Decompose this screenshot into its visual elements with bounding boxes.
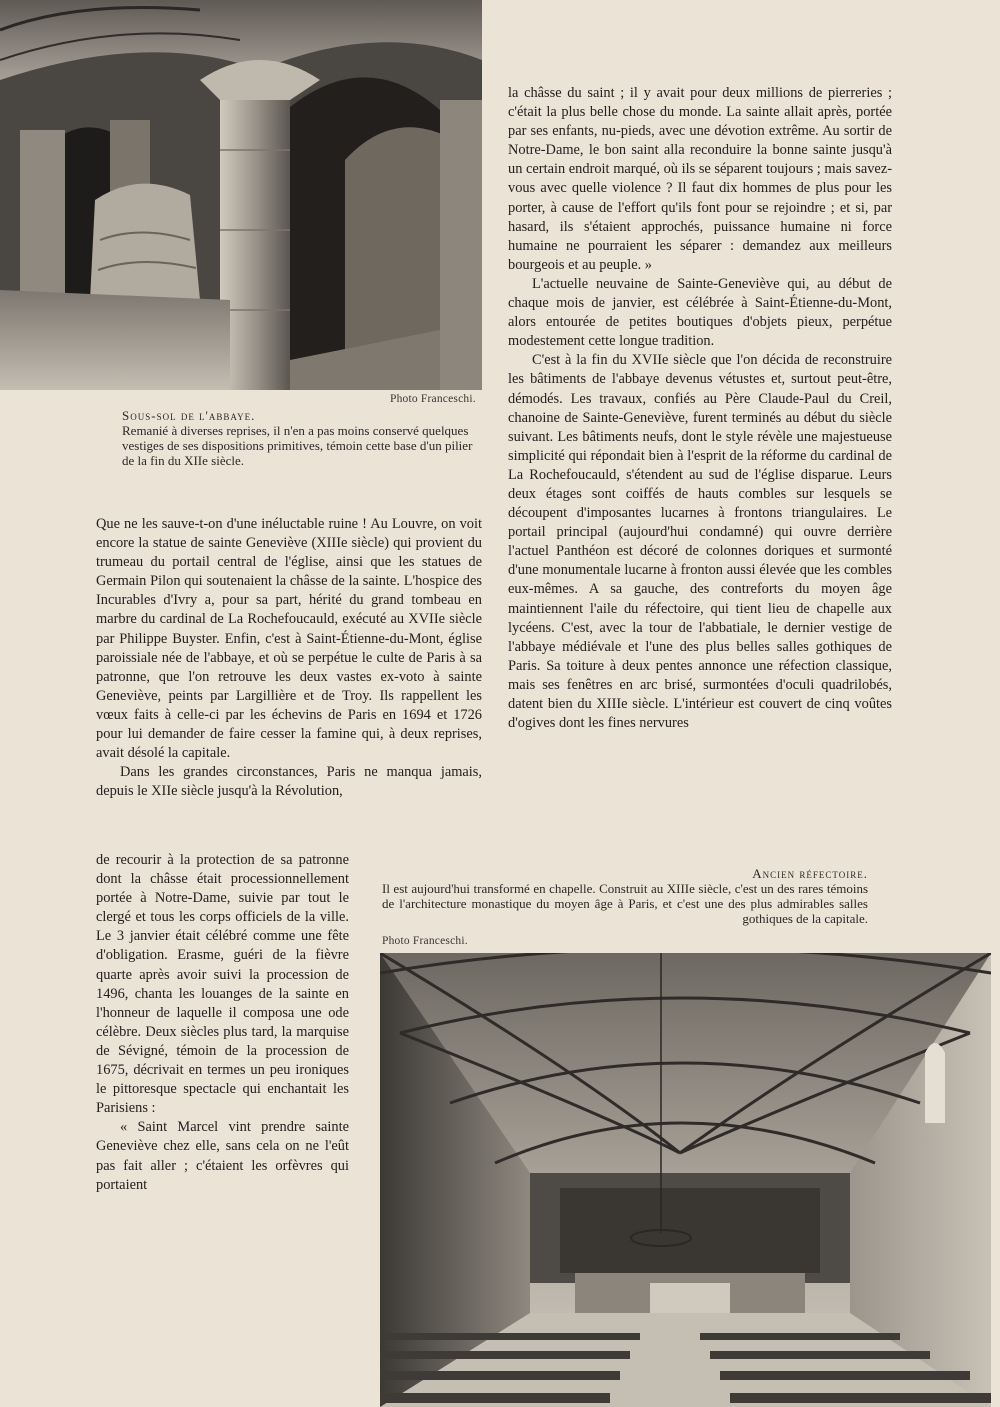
left-narrow-paragraph: « Saint Marcel vint prendre sainte Geneviève chez elle, sans cela on ne l'eût pas fait aller ; c'étaient les orfèvres qui portaient	[96, 1119, 349, 1193]
refectory-caption-title: Ancien réfectoire.	[752, 866, 868, 881]
cellar-photo	[0, 0, 482, 390]
left-paragraph: Que ne les sauve-t-on d'une inéluctable ruine ! Au Louvre, on voit encore la statue de sainte Geneviève (XIIIe siècle) qui provient du trumeau du portail central de l'église, ainsi que les statues de Germain Pilon qui soutenaient la châsse de la sainte. L'hospice des Incurables d'Ivry a, pour sa part, hérité du grand tombeau en marbre du cardinal de La Rochefoucauld, exécuté au XVIIe siècle par Philippe Buyster. Enfin, c'est à Saint-Étienne-du-Mont, église paroissiale née de l'abbaye, et où se perpétue le culte de Paris à sa patronne, que l'on retrouve les deux vastes ex-voto à sainte Geneviève, peints par Largillière et de Troy. Ils rappellent les vœux faits à celle-ci par les échevins de Paris en 1694 et 1726 pour lui demander de faire cesser la famine qui, à deux reprises, avait désolé la capitale.	[96, 516, 482, 762]
refectory-photo	[380, 953, 991, 1407]
left-column	[96, 515, 482, 801]
refectory-caption	[382, 866, 868, 926]
right-paragraph: C'est à la fin du XVIIe siècle que l'on décida de reconstruire les bâtiments de l'abbaye devenus vétustes et, surtout peut-être, démodés. Les travaux, confiés au Père Claude-Paul du Creil, chanoine de Sainte-Geneviève, furent terminés au début du siècle suivant. Les bâtiments neufs, dont le style révèle une majestueuse simplicité qui répondait bien à l'esprit de la réforme du cardinal de La Rochefoucauld, s'étendent au sud de l'église disparue. Leurs deux étages sont coiffés de hauts combles sur lesquels se découpent d'imposantes lucarnes à frontons triangulaires. Le portail principal (aujourd'hui condamné) qui ouvre derrière l'actuel Panthéon est décoré de colonnes doriques et surmonté d'une monumentale lucarne à fronton aussi élevée que les combles eux-mêmes. A sa gauche, des contreforts du moyen âge maintiennent l'aile du réfectoire, qui tient lieu de chapelle aux lycéens. C'est, avec la tour de l'abbatiale, le dernier vestige de l'abbaye médiévale et l'une des plus belles salles gothiques de Paris. Sa toiture à deux pentes annonce une réfection classique, mais ses fenêtres en arc brisé, surmontées d'oculi quadrilobés, datent bien du XIIIe siècle. L'intérieur est couvert de cinq voûtes d'ogives dont les fines nervures	[508, 352, 892, 732]
cellar-caption-title: Sous-sol de l'abbaye.	[122, 408, 256, 423]
cellar-caption	[122, 408, 482, 468]
left-paragraph: Dans les grandes circonstances, Paris ne manqua jamais, depuis le XIIe siècle jusqu'à la Révolution,	[96, 764, 482, 800]
cellar-caption-text: Remanié à diverses reprises, il n'en a pas moins conservé quelques vestiges de ses dispositions primitives, témoin cette base d'un pilier de la fin du XIIe siècle.	[122, 423, 473, 468]
right-column	[508, 84, 892, 733]
refectory-photo-credit: Photo Franceschi.	[382, 935, 468, 947]
refectory-caption-text: Il est aujourd'hui transformé en chapelle. Construit au XIIIe siècle, c'est un des rares témoins de l'architecture monastique du moyen âge à Paris, et c'est une des plus admirables salles gothiques de la capitale.	[382, 881, 868, 926]
left-narrow-column	[96, 851, 349, 1195]
left-narrow-paragraph: de recourir à la protection de sa patronne dont la châsse était processionnellement portée à Notre-Dame, suivie par tout le clergé et tous les corps officiels de la ville. Le 3 janvier était célébré comme une fête d'obligation. Erasme, guéri de la fièvre quarte après avoir suivi la procession de 1496, chanta les louanges de la sainte en l'honneur de laquelle il composa une ode célèbre. Deux siècles plus tard, la marquise de Sévigné, témoin de la procession de 1675, décrivait en termes un peu ironiques le pittoresque spectacle qui enchantait les Parisiens :	[96, 852, 349, 1117]
right-paragraph: la châsse du saint ; il y avait pour deux millions de pierreries ; c'était la plus belle chose du monde. La sainte allait après, portée par ses enfants, nu-pieds, avec une dévotion extrême. Au sortir de Notre-Dame, le bon saint alla reconduire la bonne sainte jusqu'à un certain endroit marqué, où ils se séparent toujours ; mais savez-vous avec quelle violence ? Il faut dix hommes de plus pour les porter, à cause de l'effort qu'ils font pour se rejoindre ; et si, par hasard, ils s'étaient approchés, puissance humaine ni force humaine ne pourraient les séparer : demandez aux meilleurs bourgeois et au peuple. »	[508, 85, 892, 273]
right-paragraph: L'actuelle neuvaine de Sainte-Geneviève qui, au début de chaque mois de janvier, est célébrée à Saint-Étienne-du-Mont, alors entourée de petites boutiques d'objets pieux, perpétue modestement cette longue tradition.	[508, 275, 892, 350]
cellar-photo-credit: Photo Franceschi.	[390, 393, 476, 405]
